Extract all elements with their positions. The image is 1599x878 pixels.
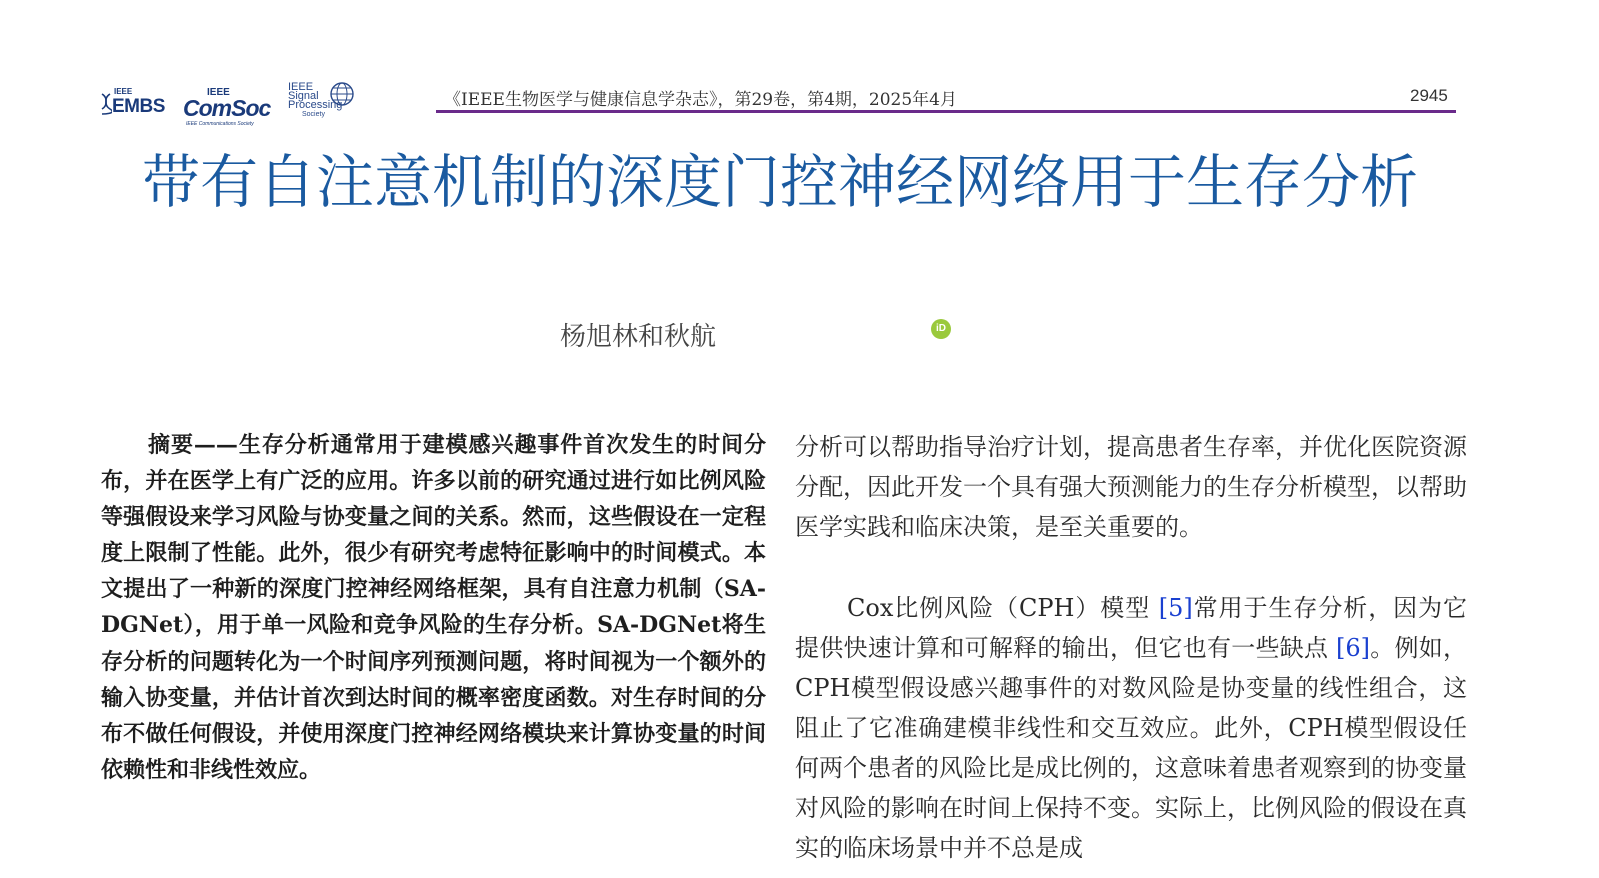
page-number: 2945 xyxy=(1410,86,1448,105)
ieee-sps-logo xyxy=(288,80,362,128)
comsoc-ieee-text: IEEE xyxy=(207,87,230,98)
embs-ieee-text: IEEE xyxy=(114,87,133,96)
intro-paragraph-2 xyxy=(795,588,1467,868)
ieee-embs-logo xyxy=(100,88,172,120)
orcid-icon[interactable]: iD xyxy=(931,319,951,339)
paper-title: 带有自注意机制的深度门控神经网络用于生存分析 xyxy=(141,148,1418,216)
citation-link-6[interactable]: [6] xyxy=(1336,634,1371,662)
header-divider xyxy=(436,110,1456,113)
para2-text-c: 。例如，CPH模型假设感兴趣事件的对数风险是协变量的线性组合，这阻止了它准确建模非线性和交互效应。此外，CPH模型假设任何两个患者的风险比是成比例的，这意味着患者观察到的协变量对风险的影响在时间上保持不变。实际上，比例风险的假设在真实的临床场景中并不总是成 xyxy=(795,634,1467,862)
embs-text: EMBS xyxy=(112,96,165,117)
society-logos xyxy=(100,80,362,128)
ieee-comsoc-logo xyxy=(183,88,278,128)
globe-icon xyxy=(328,80,356,108)
comsoc-text: ComSoc xyxy=(183,95,271,121)
dna-icon xyxy=(100,93,112,115)
sps-line-4: Society xyxy=(302,111,325,118)
sps-line-2: Signal xyxy=(288,90,319,102)
para2-text-a: Cox比例风险（CPH）模型 xyxy=(847,594,1159,622)
citation-link-5[interactable]: [5] xyxy=(1158,594,1193,622)
para2-text-b: 常用于生存分析，因为它提供快速计算和可解释的输出，但它也有一些缺点 xyxy=(795,594,1468,662)
journal-citation: 《IEEE生物医学与健康信息学杂志》，第29卷，第4期，2025年4月 xyxy=(444,90,957,110)
intro-paragraph-1: 分析可以帮助指导治疗计划，提高患者生存率，并优化医院资源分配，因此开发一个具有强大预测能力的生存分析模型，以帮助医学实践和临床决策，是至关重要的。 xyxy=(795,433,1467,541)
author-list: 杨旭林和秋航 xyxy=(560,322,717,352)
abstract: 摘要——生存分析通常用于建模感兴趣事件首次发生的时间分布，并在医学上有广泛的应用。许多以前的研究通过进行如比例风险等强假设来学习风险与协变量之间的关系。然而，这些假设在一定程度上限制了性能。此外，很少有研究考虑特征影响中的时间模式。本文提出了一种新的深度门控神经网络框架，具有自注意力机制（SA-DGNet），用于单一风险和竞争风险的生存分析。SA-DGNet将生存分析的问题转化为一个时间序列预测问题，将时间视为一个额外的输入协变量，并估计首次到达时间的概率密度函数。对生存时间的分布不做任何假设，并使用深度门控神经网络模块来计算协变量的时间依赖性和非线性效应。 xyxy=(101,432,766,783)
sps-line-3: Processing xyxy=(288,99,343,111)
comsoc-subtitle: IEEE Communications Society xyxy=(186,121,254,127)
sps-line-1: IEEE xyxy=(288,81,314,93)
